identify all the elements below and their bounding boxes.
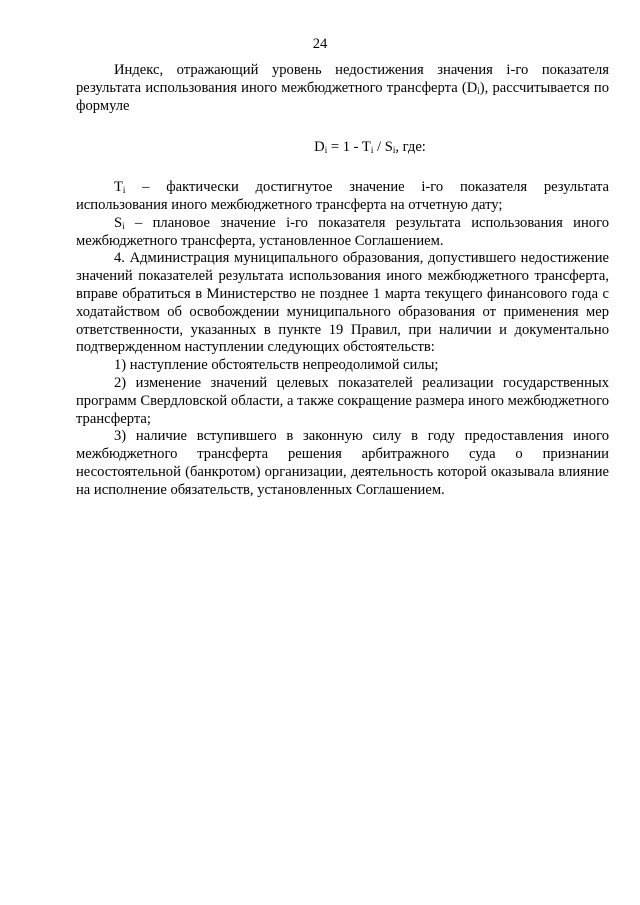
formula-part: / S	[373, 139, 393, 156]
intro-paragraph	[76, 62, 609, 115]
formula-part: = 1 - T	[327, 139, 371, 156]
intro-text-end: ), рассчитывается по формуле	[76, 79, 609, 114]
definition-symbol: S	[114, 214, 123, 231]
definition-text: – фактически достигнутое значение i-го показателя результата использования иного межбюджетного трансферта на отчетную дату;	[76, 179, 609, 213]
definition-s	[76, 215, 609, 251]
definition-symbol: T	[114, 179, 123, 196]
list-item-3: 3) наличие вступившего в законную силу в году предоставления иного межбюджетного трансферта решения арбитражного суда о признании несостоятельной (банкротом) организации, деятельность которой оказывала влияние на исполнение обязательств, установленных Соглашением.	[76, 428, 609, 498]
paragraph-4: 4. Администрация муниципального образования, допустившего недостижение значений показателей результата использования иного межбюджетного трансферта, вправе обратиться в Министерство не позднее 1 марта текущего финансового года с ходатайством об освобождении муниципального образования от применения мер ответственности, указанных в пункте 19 Правил, при наличии и документально подтвержденном наступлении следующих обстоятельств:	[76, 250, 609, 356]
definition-t	[76, 179, 609, 215]
formula-tail: , где:	[395, 139, 426, 156]
formula-s-subscript: i	[392, 145, 396, 156]
formula-d: D	[314, 139, 325, 156]
definition-text: – плановое значение i-го показателя результата использования иного межбюджетного трансферта, установленное Соглашением.	[76, 214, 609, 249]
definition-subscript: i	[122, 185, 126, 196]
formula	[76, 139, 609, 157]
formula-t-subscript: i	[370, 145, 374, 156]
list-item-1: 1) наступление обстоятельств непреодолимой силы;	[114, 357, 439, 374]
page-number: 24	[312, 36, 328, 52]
intro-subscript: i	[477, 85, 480, 96]
list-item-2: 2) изменение значений целевых показателей реализации государственных программ Свердловской области, а также сокращение размера иного межбюджетного трансферта;	[76, 374, 609, 427]
definition-subscript: i	[122, 220, 125, 231]
document-body	[76, 62, 609, 500]
formula-d-subscript: i	[324, 145, 328, 156]
intro-text: Индекс, отражающий уровень недостижения значения i-го показателя результата использования иного межбюджетного трансферта (D	[76, 62, 609, 96]
